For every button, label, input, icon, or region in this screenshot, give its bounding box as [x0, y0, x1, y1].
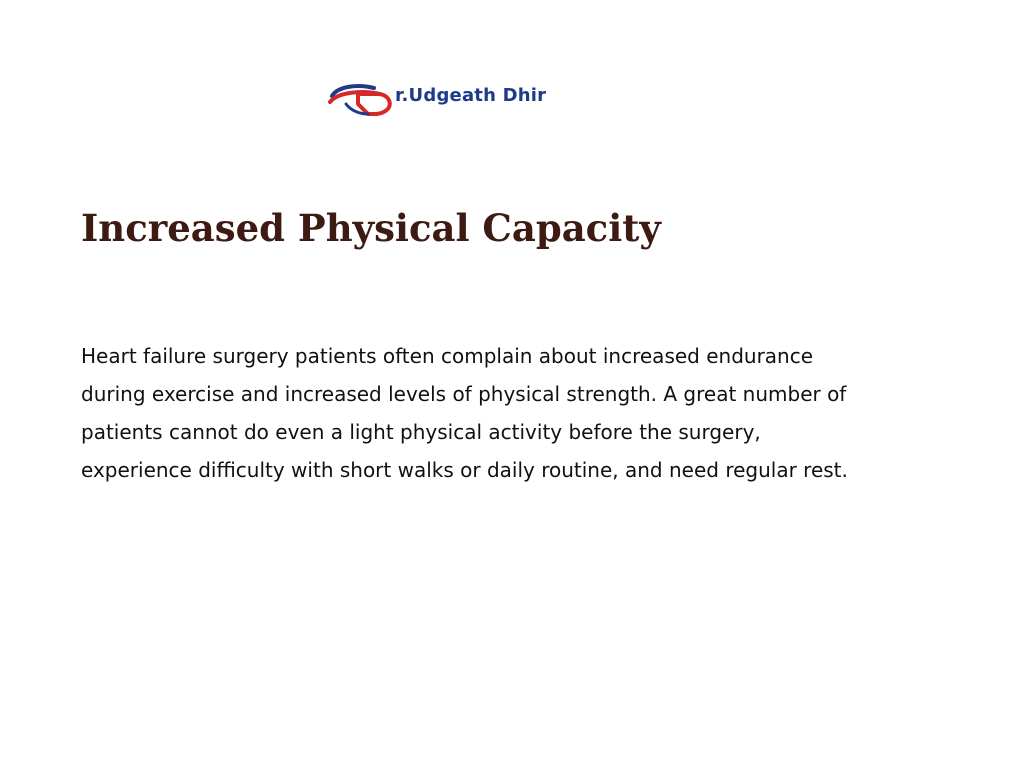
- logo-text: r.Udgeath Dhir: [395, 85, 547, 106]
- body-line: Heart failure surgery patients often complain about increased endurance: [81, 344, 814, 368]
- heart-swoosh-d-logo-icon: [328, 82, 404, 116]
- logo: [328, 80, 628, 120]
- body-paragraph: [81, 337, 941, 489]
- body-line: patients cannot do even a light physical activity before the surgery,: [81, 420, 761, 444]
- body-line: during exercise and increased levels of physical strength. A great number of: [81, 382, 847, 406]
- page-title: Increased Physical Capacity: [81, 206, 661, 250]
- body-line: experience difficulty with short walks or daily routine, and need regular rest.: [81, 458, 848, 482]
